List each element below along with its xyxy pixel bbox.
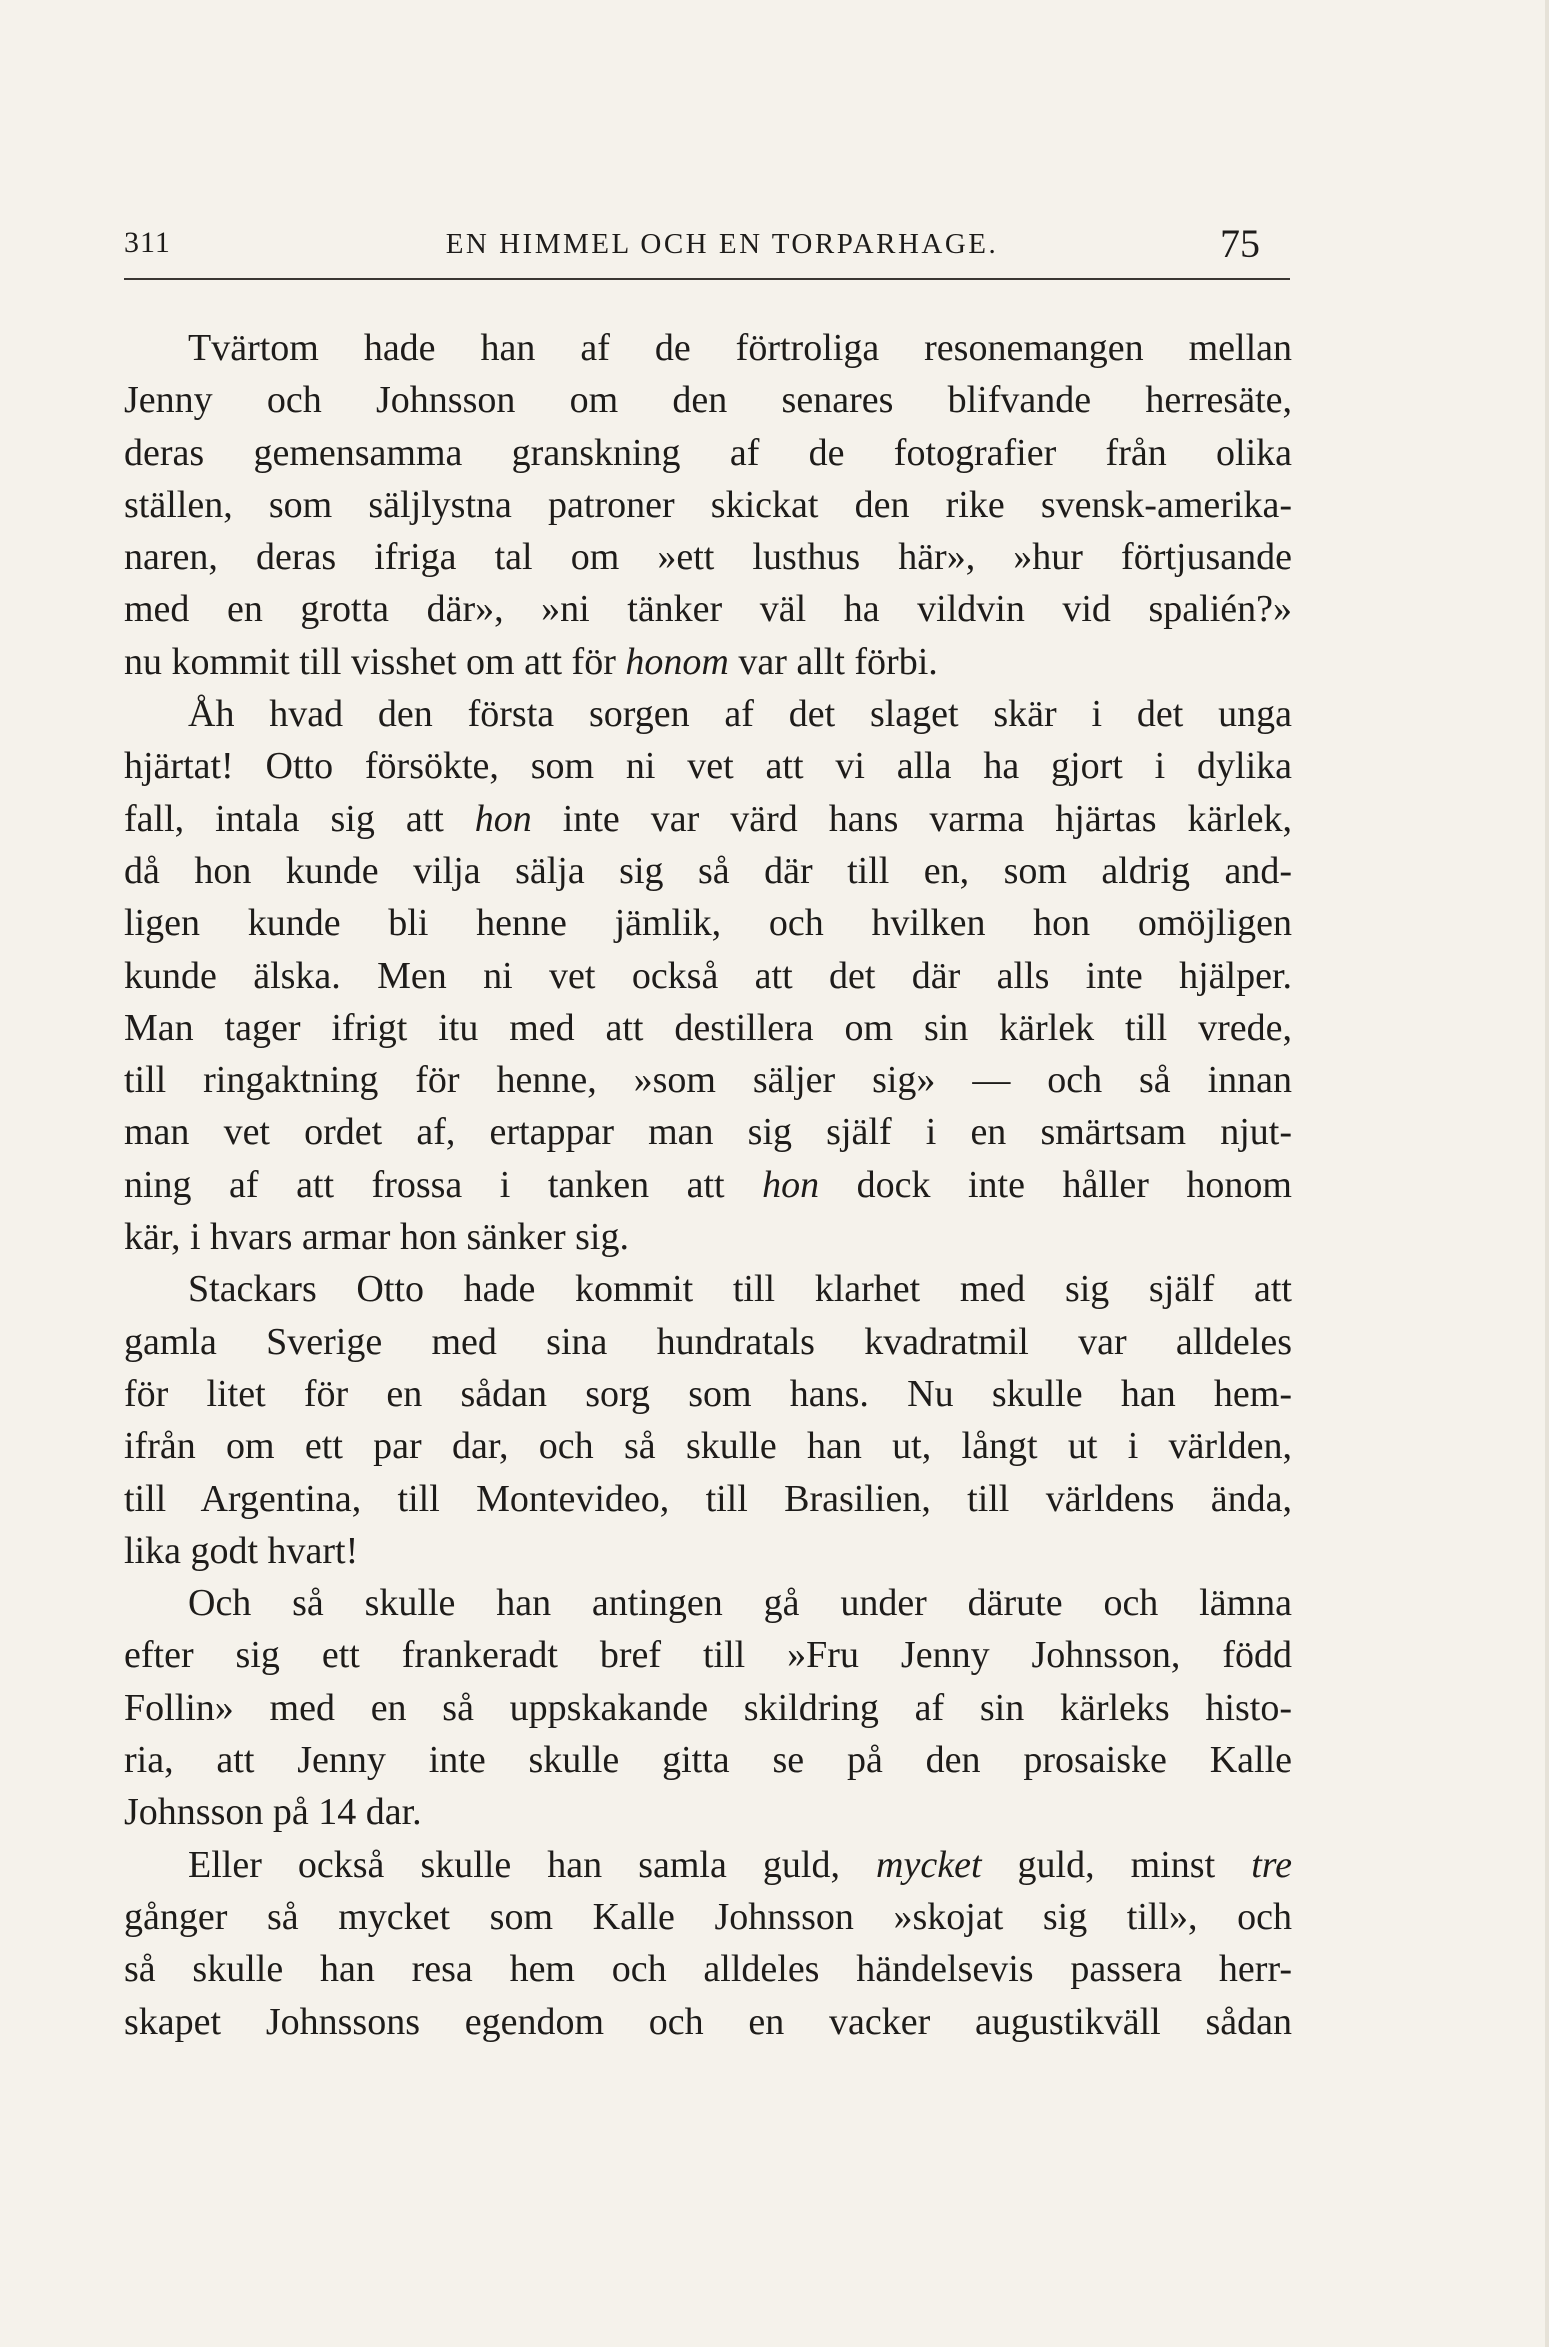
emphasis: honom bbox=[625, 640, 729, 683]
text-line: man vet ordet af, ertappar man sig själf i en smärtsam njut- bbox=[124, 1111, 1292, 1154]
text-line: skapet Johnssons egendom och en vacker augustikväll sådan bbox=[124, 2000, 1292, 2043]
emphasis: tre bbox=[1251, 1843, 1292, 1886]
text-line: Och så skulle han antingen gå under därute och lämna bbox=[188, 1582, 1292, 1625]
text-line: naren, deras ifriga tal om »ett lusthus här», »hur förtjusande bbox=[124, 536, 1292, 579]
text-line: Stackars Otto hade kommit till klarhet med sig själf att bbox=[188, 1268, 1292, 1311]
text-line: Johnsson på 14 dar. bbox=[124, 1791, 422, 1834]
text-line: kunde älska. Men ni vet också att det där alls inte hjälper. bbox=[124, 954, 1292, 997]
text-line: hjärtat! Otto försökte, som ni vet att vi alla ha gjort i dylika bbox=[124, 745, 1292, 788]
text-line: nu kommit till visshet om att för honom var allt förbi. bbox=[124, 640, 938, 683]
text-line: Tvärtom hade han af de förtroliga resonemangen mellan bbox=[188, 327, 1292, 369]
text-line: Åh hvad den första sorgen af det slaget skär i det unga bbox=[188, 693, 1292, 736]
text-line: kär, i hvars armar hon sänker sig. bbox=[124, 1216, 629, 1259]
text-line: efter sig ett frankeradt bref till »Fru Jenny Johnsson, född bbox=[124, 1634, 1292, 1677]
text-line: deras gemensamma granskning af de fotografier från olika bbox=[124, 431, 1292, 474]
text-line: Man tager ifrigt itu med att destillera om sin kärlek till vrede, bbox=[124, 1006, 1292, 1049]
header-rule bbox=[124, 278, 1290, 280]
text-line: ligen kunde bli henne jämlik, och hvilken hon omöjligen bbox=[124, 902, 1292, 945]
text-line: gamla Sverige med sina hundratals kvadratmil var alldeles bbox=[124, 1320, 1292, 1363]
page-header bbox=[124, 221, 1290, 274]
page-number: 75 bbox=[1220, 221, 1260, 266]
text-line: fall, intala sig att hon inte var värd hans varma hjärtas kärlek, bbox=[124, 797, 1293, 840]
text-line: ning af att frossa i tanken att hon dock inte håller honom bbox=[124, 1163, 1292, 1206]
body-text bbox=[124, 322, 1292, 2048]
text-line: ställen, som säljlystna patroner skickat den rike svensk-amerika- bbox=[124, 483, 1292, 526]
text-line: då hon kunde vilja sälja sig så där till en, som aldrig and- bbox=[124, 849, 1292, 892]
text-line: till ringaktning för henne, »som säljer sig» — och så innan bbox=[124, 1059, 1292, 1102]
text-line: lika godt hvart! bbox=[124, 1529, 359, 1572]
emphasis: hon bbox=[474, 797, 532, 840]
text-line: ifrån om ett par dar, och så skulle han ut, långt ut i världen, bbox=[124, 1425, 1292, 1468]
running-title: EN HIMMEL OCH EN TORPARHAGE. bbox=[445, 228, 999, 260]
page-edge bbox=[1545, 0, 1549, 2347]
text-line: Follin» med en så uppskakande skildring af sin kärleks histo- bbox=[124, 1686, 1292, 1729]
text-line: med en grotta där», »ni tänker väl ha vildvin vid spalién?» bbox=[124, 588, 1292, 631]
emphasis: mycket bbox=[876, 1843, 982, 1886]
text-line: Eller också skulle han samla guld, mycket guld, minst tre bbox=[188, 1843, 1292, 1886]
text-line: gånger så mycket som Kalle Johnsson »skojat sig till», och bbox=[124, 1895, 1292, 1938]
signature-mark: 311 bbox=[124, 226, 171, 259]
text-line: ria, att Jenny inte skulle gitta se på den prosaiske Kalle bbox=[124, 1739, 1292, 1782]
text-line: för litet för en sådan sorg som hans. Nu skulle han hem- bbox=[124, 1372, 1292, 1415]
emphasis: hon bbox=[762, 1163, 820, 1206]
text-line: till Argentina, till Montevideo, till Brasilien, till världens ända, bbox=[124, 1477, 1292, 1520]
text-line: så skulle han resa hem och alldeles händelsevis passera herr- bbox=[124, 1948, 1292, 1991]
text-line: Jenny och Johnsson om den senares blifvande herresäte, bbox=[124, 379, 1292, 422]
